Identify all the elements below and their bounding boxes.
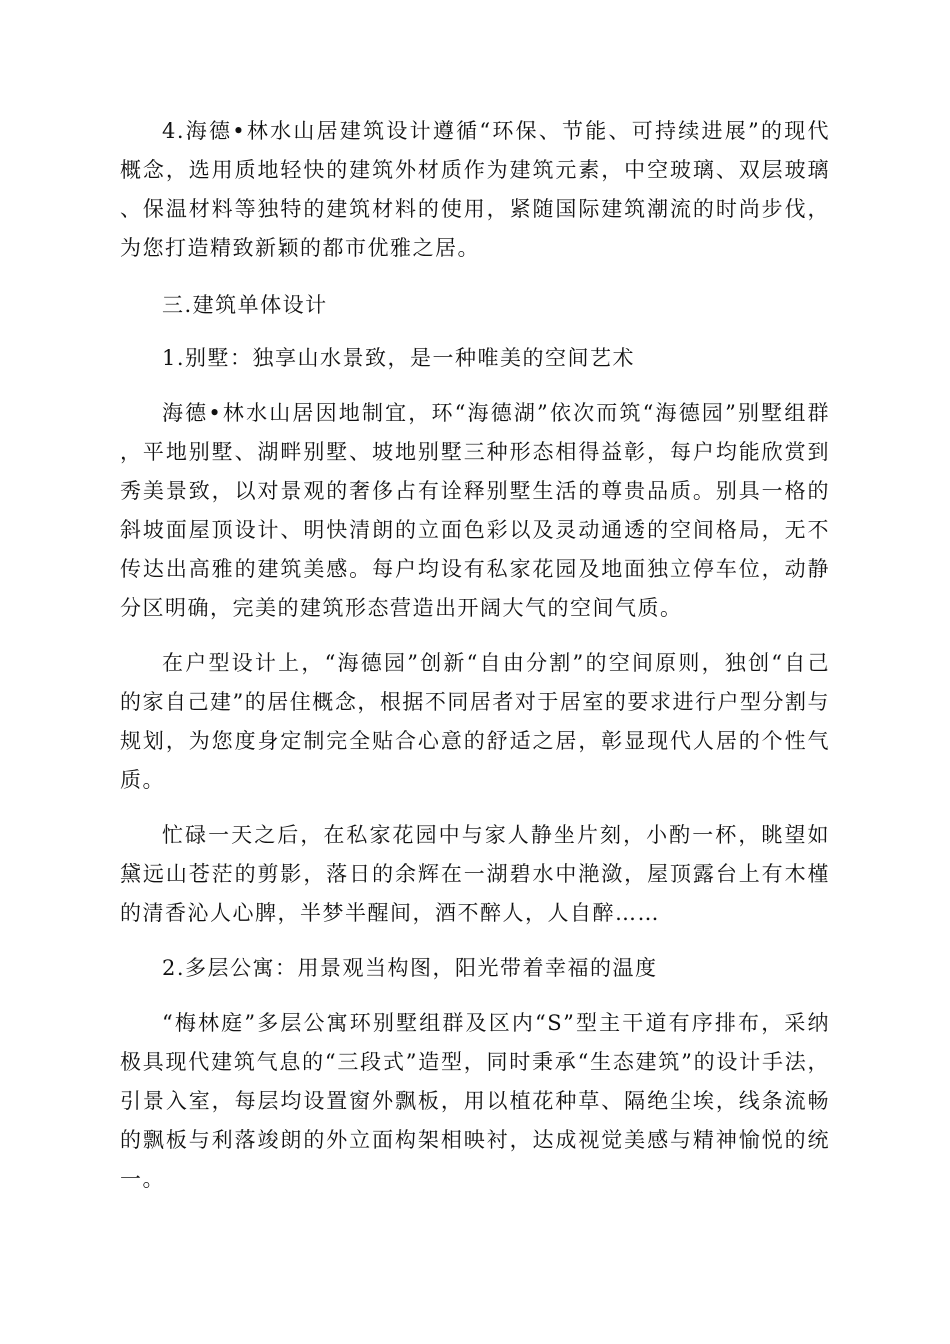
paragraph-evening-scene: 忙碌一天之后，在私家花园中与家人静坐片刻，小酌一杯，眺望如黛远山苍茫的剪影，落日的余辉在一湖碧水中滟潋，屋顶露台上有木槿的清香沁人心脾，半梦半醒间，酒不醉人，人自醉…… (120, 823, 830, 925)
subheading-apartments: 2.多层公寓：用景观当构图，阳光带着幸福的温度 (162, 956, 658, 980)
paragraph-villa-description: 海德•林水山居因地制宜，环“海德湖”依次而筑“海德园”别墅组群，平地别墅、湖畔别墅、坡地别墅三种形态相得益彰，每户均能欣赏到秀美景致，以对景观的奢侈占有诠释别墅生活的尊贵品质。别具一格的斜坡面屋顶设计、明快清朗的立面色彩以及灵动通透的空间格局，无不传达出高雅的建筑美感。每户均设有私家花园及地面独立停车位，动静分区明确，完美的建筑形态营造出开阔大气的空间气质。 (120, 401, 830, 620)
section-heading-building-design: 三.建筑单体设计 (162, 293, 328, 317)
paragraph-apartment-description: “梅林庭”多层公寓环别墅组群及区内“S”型主干道有序排布，采纳极具现代建筑气息的“三段式”造型，同时秉承“生态建筑”的设计手法，引景入室，每层均设置窗外飘板，用以植花种草、隔绝尘埃，线条流畅的飘板与利落竣朗的外立面构架相映衬，达成视觉美感与精神愉悦的统一。 (120, 1011, 830, 1191)
subheading-villa: 1.别墅：独享山水景致，是一种唯美的空间艺术 (162, 346, 636, 370)
paragraph-building-concept: 4.海德•林水山居建筑设计遵循“环保、节能、可持续进展”的现代概念，选用质地轻快的建筑外材质作为建筑元素，中空玻璃、双层玻璃、保温材料等独特的建筑材料的使用，紧随国际建筑潮流的时尚步伐，为您打造精致新颖的都市优雅之居。 (120, 119, 830, 260)
paragraph-floor-plan-design: 在户型设计上，“海德园”创新“自由分割”的空间原则，独创“自己的家自己建”的居住概念，根据不同居者对于居室的要求进行户型分割与规划，为您度身定制完全贴合心意的舒适之居，彰显现代人居的个性气质。 (120, 651, 830, 792)
